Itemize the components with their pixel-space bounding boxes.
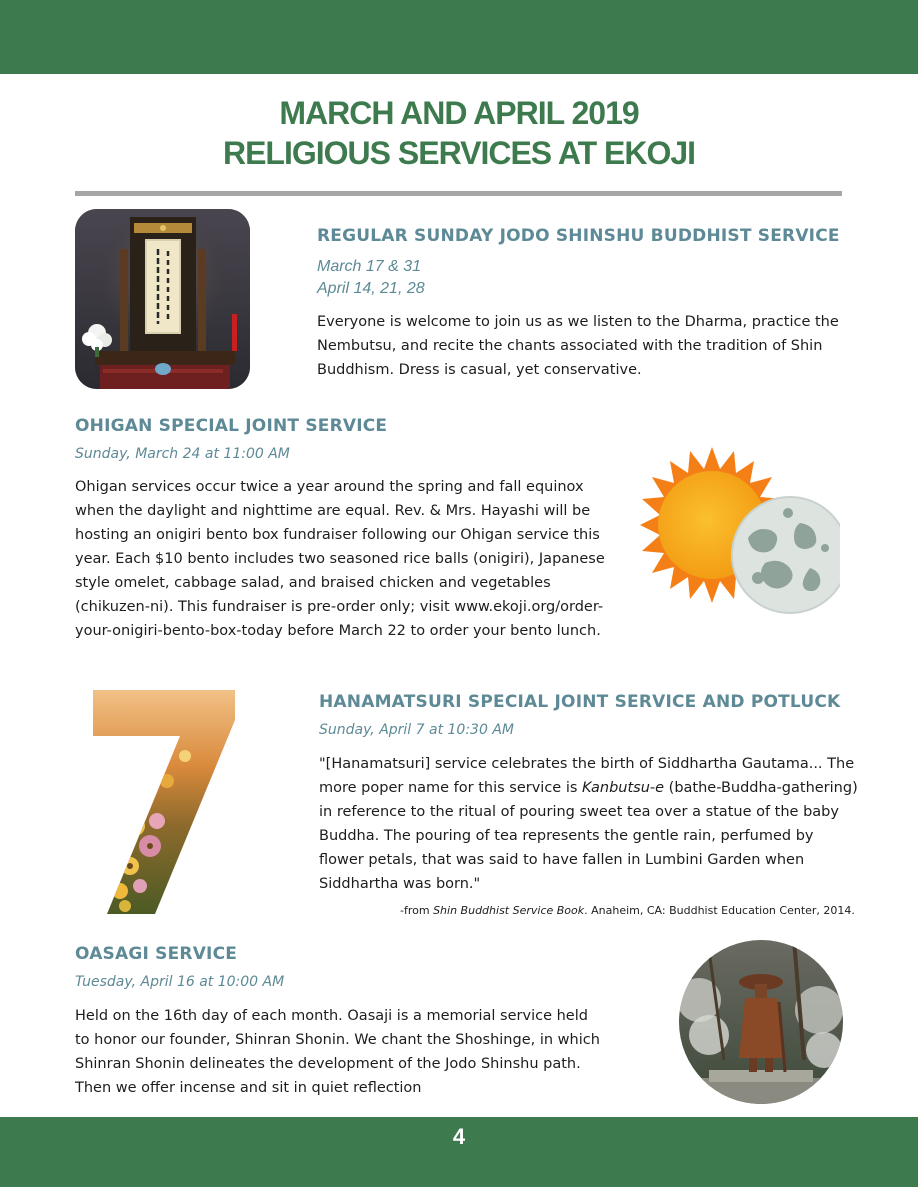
page-title-line-1: MARCH AND APRIL 2019 bbox=[279, 95, 639, 131]
sunday-service-dates bbox=[317, 256, 717, 300]
sunday-service-dates-line-1: March 17 & 31 bbox=[317, 258, 422, 275]
title-divider bbox=[75, 191, 842, 196]
sunday-service-body bbox=[317, 310, 852, 382]
ohigan-service-body bbox=[75, 475, 615, 643]
page-title bbox=[0, 93, 918, 173]
oasagi-service-body-text: Held on the 16th day of each month. Oasaji is a memorial service held to honor our founder, Shinran Shonin. We chant the Shoshinge, in which Shinran Shonin delineates the development of the Jodo Shinshu path. Then we offer incense and sit in quiet reflection bbox=[75, 1008, 600, 1096]
oasagi-service-date: Tuesday, April 16 at 10:00 AM bbox=[75, 974, 285, 990]
sunday-service-title: REGULAR SUNDAY JODO SHINSHU BUDDHIST SERVICE bbox=[317, 226, 840, 246]
citation-title: Shin Buddhist Service Book bbox=[433, 904, 585, 917]
statue-icon bbox=[679, 940, 843, 1104]
oasagi-service-title: OASAGI SERVICE bbox=[75, 944, 238, 964]
hanamatsuri-body-part-1: "[Hanamatsuri] service celebrates the birth of Siddhartha Gautama... The more poper name for this service is bbox=[319, 756, 855, 796]
ohigan-service-title: OHIGAN SPECIAL JOINT SERVICE bbox=[75, 416, 388, 436]
hanamatsuri-service-body bbox=[319, 752, 859, 896]
hanamatsuri-body-part-2: (bathe-Buddha-gathering) in reference to the ritual of pouring sweet tea over a statue of the baby Buddha. The pouring of tea represents the gentle rain, perfumed by flower petals, that was said to have fallen in Lumbini Garden when Siddhartha was born." bbox=[319, 780, 858, 892]
sun-moon-illustration bbox=[640, 443, 840, 618]
ohigan-service-date: Sunday, March 24 at 11:00 AM bbox=[75, 446, 290, 462]
altar-icon bbox=[75, 209, 250, 389]
hanamatsuri-service-date: Sunday, April 7 at 10:30 AM bbox=[319, 722, 514, 738]
sunday-service-dates-line-2: April 14, 21, 28 bbox=[317, 280, 425, 297]
altar-photo bbox=[75, 209, 250, 389]
shinran-statue-photo bbox=[679, 940, 843, 1104]
seven-icon bbox=[85, 686, 245, 916]
hanamatsuri-citation bbox=[400, 904, 855, 917]
ohigan-service-body-text: Ohigan services occur twice a year around the spring and fall equinox when the daylight and nighttime are equal. Rev. & Mrs. Hayashi will be hosting an onigiri bento box fundraiser following our Ohigan service this year. Each $10 bento includes two seasoned rice balls (onigiri), Japanese style omelet, cabbage salad, and braised chicken and vegetables (chikuzen-ni). This fundraiser is pre-order only; visit www.ekoji.org/order-your-onigiri-bento-box-today before March 22 to order your bento lunch. bbox=[75, 479, 605, 639]
page-number: 4 bbox=[452, 1124, 466, 1149]
flower-seven-numeral bbox=[85, 686, 245, 916]
sunday-service-body-text: Everyone is welcome to join us as we listen to the Dharma, practice the Nembutsu, and recite the chants associated with the tradition of Shin Buddhism. Dress is casual, yet conservative. bbox=[317, 314, 839, 378]
hanamatsuri-service-body-text bbox=[319, 752, 859, 896]
oasagi-service-body bbox=[75, 1004, 605, 1100]
hanamatsuri-body-italic: Kanbutsu-e bbox=[582, 780, 665, 796]
page-title-line-2: RELIGIOUS SERVICES AT EKOJI bbox=[222, 135, 696, 171]
citation-suffix: . Anaheim, CA: Buddhist Education Center, 2014. bbox=[584, 904, 855, 917]
citation-prefix: -from bbox=[400, 904, 434, 917]
header-band bbox=[0, 0, 918, 74]
sun-moon-icon bbox=[640, 443, 840, 618]
hanamatsuri-service-title: HANAMATSURI SPECIAL JOINT SERVICE AND POTLUCK bbox=[319, 692, 841, 712]
